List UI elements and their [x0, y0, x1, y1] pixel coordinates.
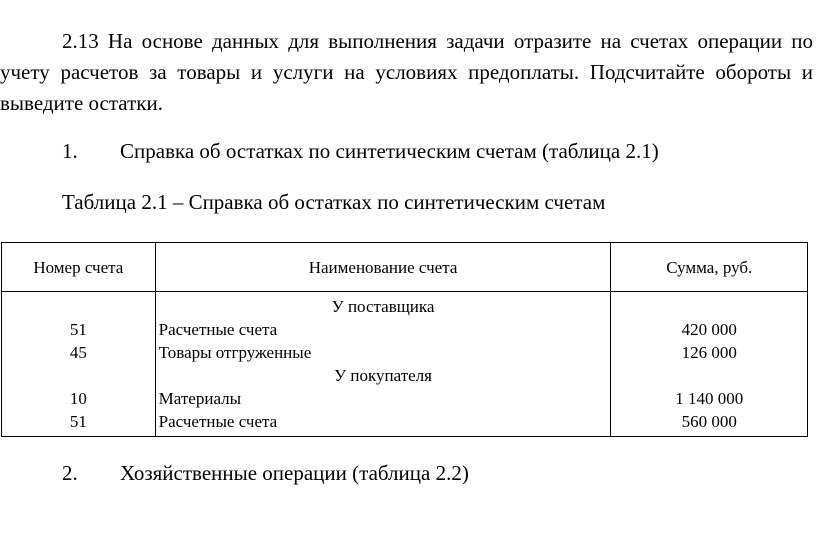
group-title-supplier: У поставщика — [155, 292, 611, 319]
account-name: Расчетные счета — [155, 410, 611, 437]
account-amount: 1 140 000 — [611, 387, 808, 410]
header-account-name: Наименование счета — [155, 243, 611, 292]
group-title-row — [2, 364, 808, 387]
account-name: Материалы — [155, 387, 611, 410]
account-name: Товары отгруженные — [155, 341, 611, 364]
account-number: 10 — [2, 387, 156, 410]
account-amount: 560 000 — [611, 410, 808, 437]
table-caption: Таблица 2.1 – Справка об остатках по синтетическим счетам — [62, 190, 606, 214]
header-amount: Сумма, руб. — [611, 243, 808, 292]
section-2-heading — [62, 460, 469, 486]
section-2-title: Хозяйственные операции (таблица 2.2) — [120, 461, 469, 485]
table-row — [2, 387, 808, 410]
section-2-number: 2. — [62, 461, 78, 485]
table-row — [2, 341, 808, 364]
section-1-title: Справка об остатках по синтетическим счетам (таблица 2.1) — [120, 139, 659, 163]
account-amount: 126 000 — [611, 341, 808, 364]
account-number: 51 — [2, 318, 156, 341]
balances-table — [1, 242, 808, 437]
account-number: 51 — [2, 410, 156, 437]
task-paragraph: 2.13 На основе данных для выполнения задачи отразите на счетах операции по учету расчетов за товары и услуги на условиях предоплаты. Подсчитайте обороты и выведите остатки. — [0, 29, 813, 115]
group-title-row — [2, 292, 808, 319]
account-number: 45 — [2, 341, 156, 364]
table-row — [2, 410, 808, 437]
account-name: Расчетные счета — [155, 318, 611, 341]
section-1-number: 1. — [62, 139, 78, 163]
section-1-heading — [62, 138, 659, 164]
table-row — [2, 318, 808, 341]
table-header-row — [2, 243, 808, 292]
account-amount: 420 000 — [611, 318, 808, 341]
header-account-number: Номер счета — [2, 243, 156, 292]
group-title-buyer: У покупателя — [155, 364, 611, 387]
